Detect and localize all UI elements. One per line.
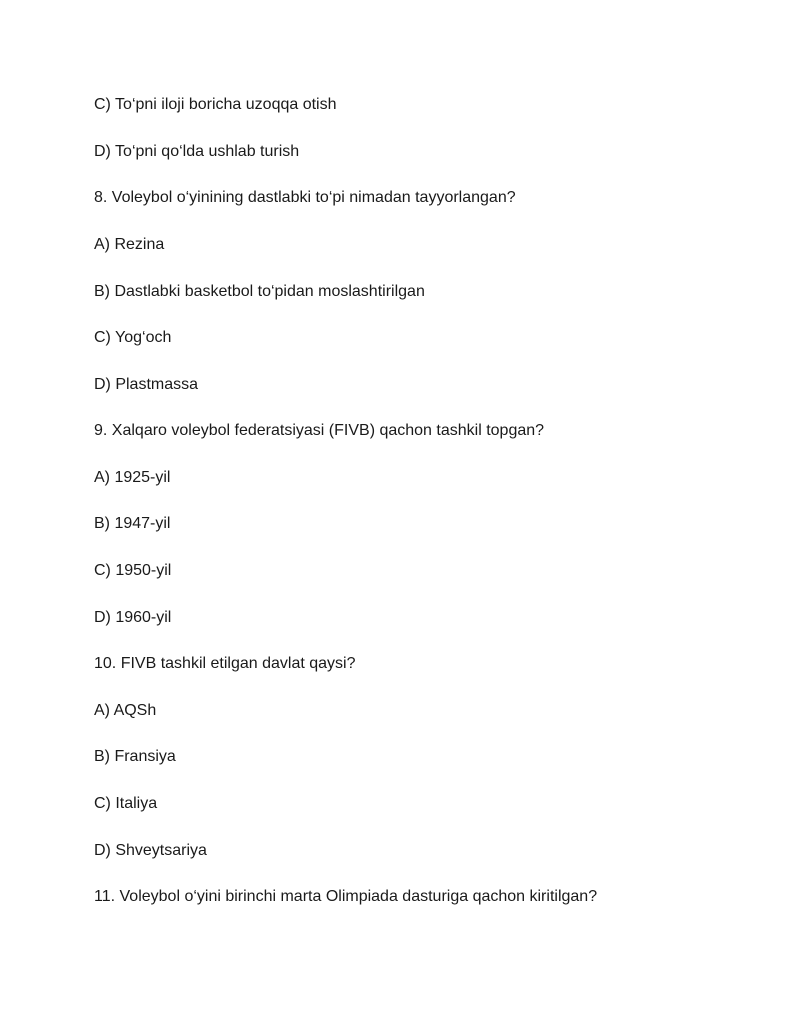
question-11: 11. Voleybol o‘yini birinchi marta Olimpiada dasturiga qachon kiritilgan?: [94, 888, 598, 905]
answer-option-8a: A) Rezina: [94, 236, 165, 253]
answer-option-9d: D) 1960-yil: [94, 609, 172, 626]
answer-option-9c: C) 1950-yil: [94, 562, 172, 579]
answer-option-8b: B) Dastlabki basketbol to‘pidan moslashtirilgan: [94, 283, 425, 300]
answer-option-10d: D) Shveytsariya: [94, 842, 207, 859]
answer-option-7c: C) To‘pni iloji boricha uzoqqa otish: [94, 96, 337, 113]
answer-option-10a: A) AQSh: [94, 702, 157, 719]
answer-option-10c: C) Italiya: [94, 795, 158, 812]
answer-option-8d: D) Plastmassa: [94, 376, 199, 393]
answer-option-9b: B) 1947-yil: [94, 515, 171, 532]
answer-option-10b: B) Fransiya: [94, 748, 176, 765]
question-10: 10. FIVB tashkil etilgan davlat qaysi?: [94, 655, 356, 672]
answer-option-8c: C) Yog‘och: [94, 329, 172, 346]
answer-option-9a: A) 1925-yil: [94, 469, 171, 486]
answer-option-7d: D) To‘pni qo‘lda ushlab turish: [94, 143, 300, 160]
question-8: 8. Voleybol o‘yinining dastlabki to‘pi nimadan tayyorlangan?: [94, 189, 516, 206]
question-9: 9. Xalqaro voleybol federatsiyasi (FIVB) qachon tashkil topgan?: [94, 422, 545, 439]
